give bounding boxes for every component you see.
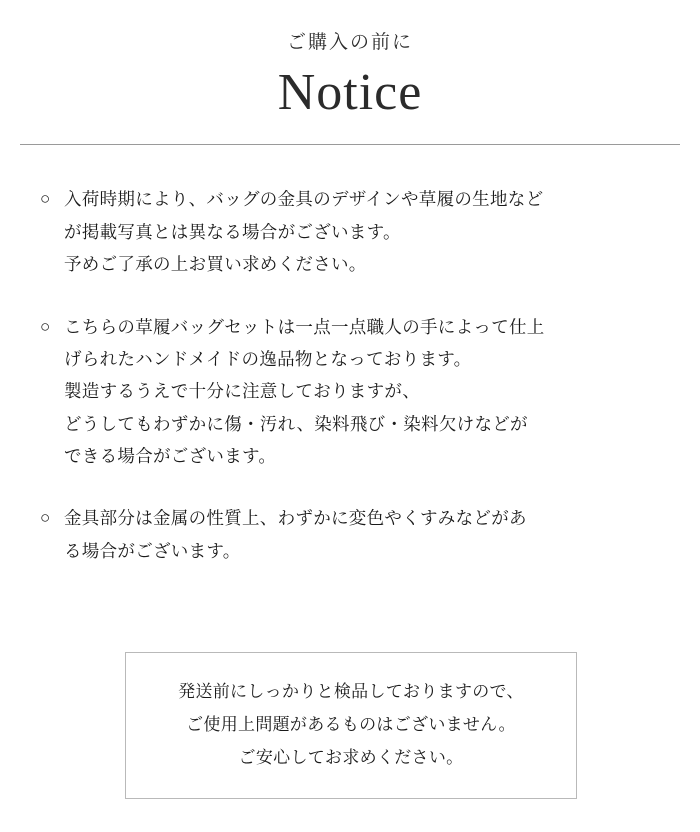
page-header [0, 0, 700, 145]
note-line: げられたハンドメイドの逸品物となっております。 [64, 348, 472, 369]
bullet-circle-icon: ○ [40, 316, 51, 336]
note-line: 金具部分は金属の性質上、わずかに変色やくすみなどがあ [64, 508, 527, 529]
note-line: どうしてもわずかに傷・汚れ、染料飛び・染料欠けなどが [64, 413, 528, 434]
callout-line: ご安心してお求めください。 [238, 748, 464, 768]
note-body [64, 311, 660, 473]
bullet-circle-icon: ○ [40, 189, 51, 209]
note-line: 製造するうえで十分に注意しておりますが、 [64, 381, 420, 402]
note-line: る場合がございます。 [64, 540, 241, 561]
bullet-circle-icon: ○ [40, 508, 51, 528]
notes-list [40, 145, 660, 567]
note-line: こちらの草履バッグセットは一点一点職人の手によって仕上 [64, 316, 545, 337]
note-body [64, 502, 660, 567]
callout-line: ご使用上問題があるものはございません。 [186, 715, 516, 735]
assurance-callout [125, 652, 577, 799]
list-item [40, 311, 660, 473]
note-line: できる場合がございます。 [64, 446, 277, 467]
page-title: Notice [277, 63, 423, 121]
note-line: が掲載写真とは異なる場合がございます。 [64, 221, 401, 242]
note-line: 予めご了承の上お買い求めください。 [64, 254, 367, 275]
header-kicker: ご購入の前に [286, 32, 413, 53]
list-item [40, 502, 660, 567]
callout-line: 発送前にしっかりと検品しておりますので、 [178, 682, 524, 701]
note-body [64, 183, 660, 280]
note-line: 入荷時期により、バッグの金具のデザインや草履の生地など [64, 189, 544, 210]
list-item [40, 183, 660, 280]
